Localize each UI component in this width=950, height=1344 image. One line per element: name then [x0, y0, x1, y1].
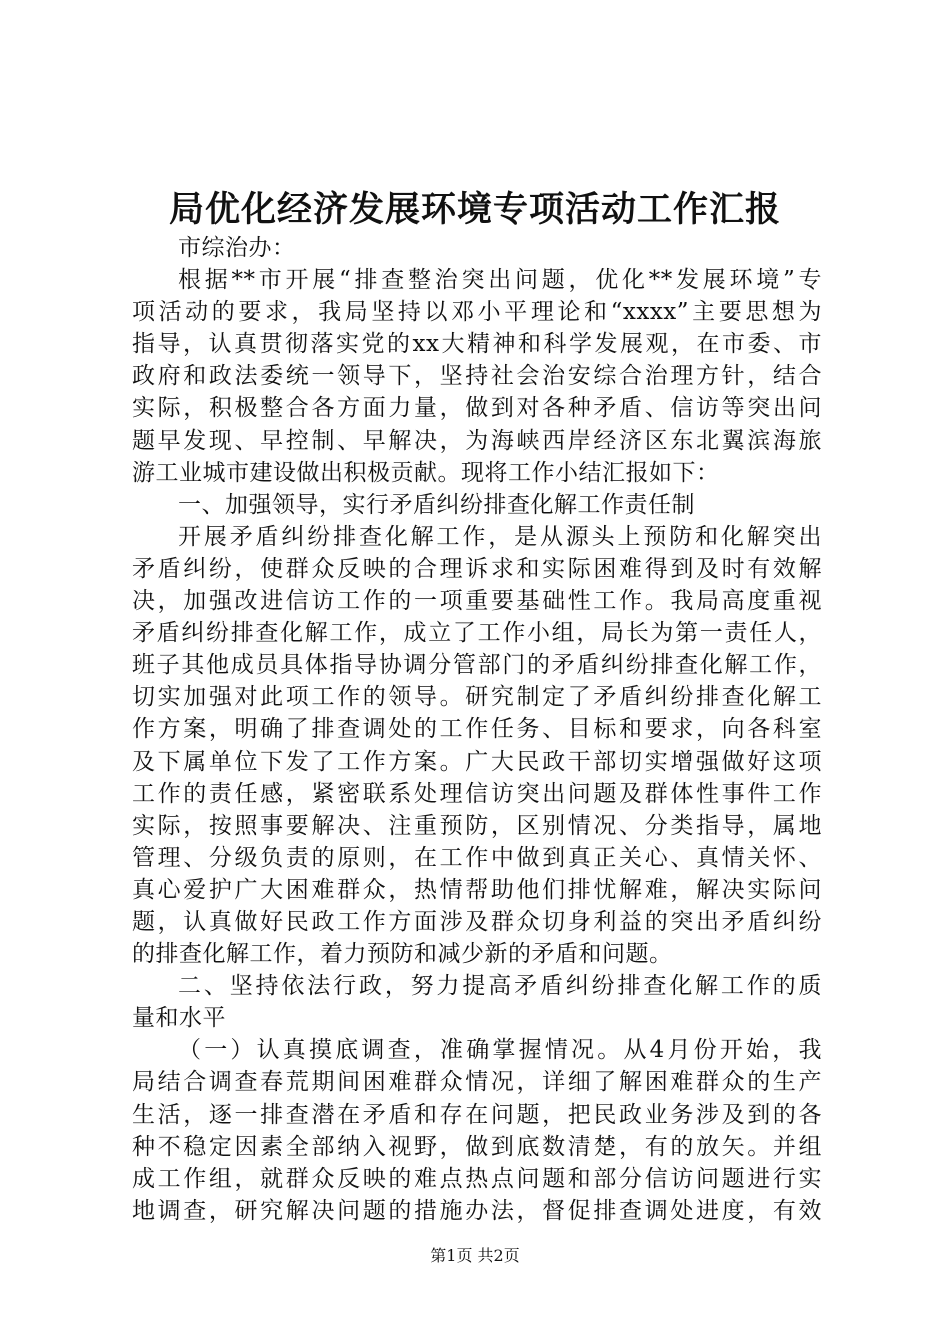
document-body — [132, 232, 822, 1227]
body-line: 局结合调查春荒期间困难群众情况，详细了解困难群众的生产 — [132, 1069, 822, 1096]
body-line: 生活，逐一排查潜在矛盾和存在问题，把民政业务涉及到的各 — [132, 1101, 822, 1128]
body-line: 作方案，明确了排查调处的工作任务、目标和要求，向各科室 — [132, 716, 822, 743]
body-line: 地调查，研究解决问题的措施办法，督促排查调处进度，有效 — [132, 1197, 822, 1224]
body-line: 决，加强改进信访工作的一项重要基础性工作。我局高度重视 — [132, 588, 822, 615]
body-line: 量和水平 — [132, 1005, 226, 1032]
body-line: 工作的责任感，紧密联系处理信访突出问题及群体性事件工作 — [132, 780, 822, 807]
document-title: 局优化经济发展环境专项活动工作汇报 — [168, 189, 781, 230]
body-line: 指导，认真贯彻落实党的xx大精神和科学发展观，在市委、市 — [132, 331, 822, 358]
body-line: 矛盾纠纷排查化解工作，成立了工作小组，局长为第一责任人， — [132, 620, 822, 647]
body-line: 题早发现、早控制、早解决，为海峡西岸经济区东北翼滨海旅 — [132, 427, 822, 454]
body-line: 开展矛盾纠纷排查化解工作，是从源头上预防和化解突出 — [178, 523, 822, 550]
page-indicator: 第1页 共2页 — [430, 1246, 520, 1265]
body-line: 实际，积极整合各方面力量，做到对各种矛盾、信访等突出问 — [132, 395, 822, 422]
body-line: 题，认真做好民政工作方面涉及群众切身利益的突出矛盾纠纷 — [132, 908, 822, 935]
body-line: 市综治办： — [178, 235, 296, 261]
body-line: （一）认真摸底调查，准确掌握情况。从4月份开始，我 — [178, 1037, 822, 1064]
body-line: 政府和政法委统一领导下，坚持社会治安综合治理方针，结合 — [132, 363, 822, 390]
body-line: 的排查化解工作，着力预防和减少新的矛盾和问题。 — [132, 941, 673, 968]
body-line: 种不稳定因素全部纳入视野，做到底数清楚，有的放矢。并组 — [132, 1133, 822, 1160]
body-line: 班子其他成员具体指导协调分管部门的矛盾纠纷排查化解工作， — [132, 652, 822, 679]
body-line: 管理、分级负责的原则，在工作中做到真正关心、真情关怀、 — [132, 844, 822, 871]
body-line: 根据**市开展“排查整治突出问题，优化**发展环境”专 — [178, 267, 822, 294]
body-line: 一、加强领导，实行矛盾纠纷排查化解工作责任制 — [178, 491, 695, 518]
body-line: 二、坚持依法行政，努力提高矛盾纠纷排查化解工作的质 — [178, 973, 822, 1000]
body-line: 项活动的要求，我局坚持以邓小平理论和“xxxx”主要思想为 — [132, 299, 822, 326]
body-line: 成工作组，就群众反映的难点热点问题和部分信访问题进行实 — [132, 1165, 822, 1192]
body-line: 切实加强对此项工作的领导。研究制定了矛盾纠纷排查化解工 — [132, 684, 822, 711]
body-line: 真心爱护广大困难群众，热情帮助他们排忧解难，解决实际问 — [132, 876, 822, 903]
body-line: 矛盾纠纷，使群众反映的合理诉求和实际困难得到及时有效解 — [132, 555, 822, 582]
body-line: 及下属单位下发了工作方案。广大民政干部切实增强做好这项 — [132, 748, 822, 775]
body-line: 实际，按照事要解决、注重预防，区别情况、分类指导，属地 — [132, 812, 822, 839]
body-line: 游工业城市建设做出积极贡献。现将工作小结汇报如下： — [132, 459, 720, 486]
